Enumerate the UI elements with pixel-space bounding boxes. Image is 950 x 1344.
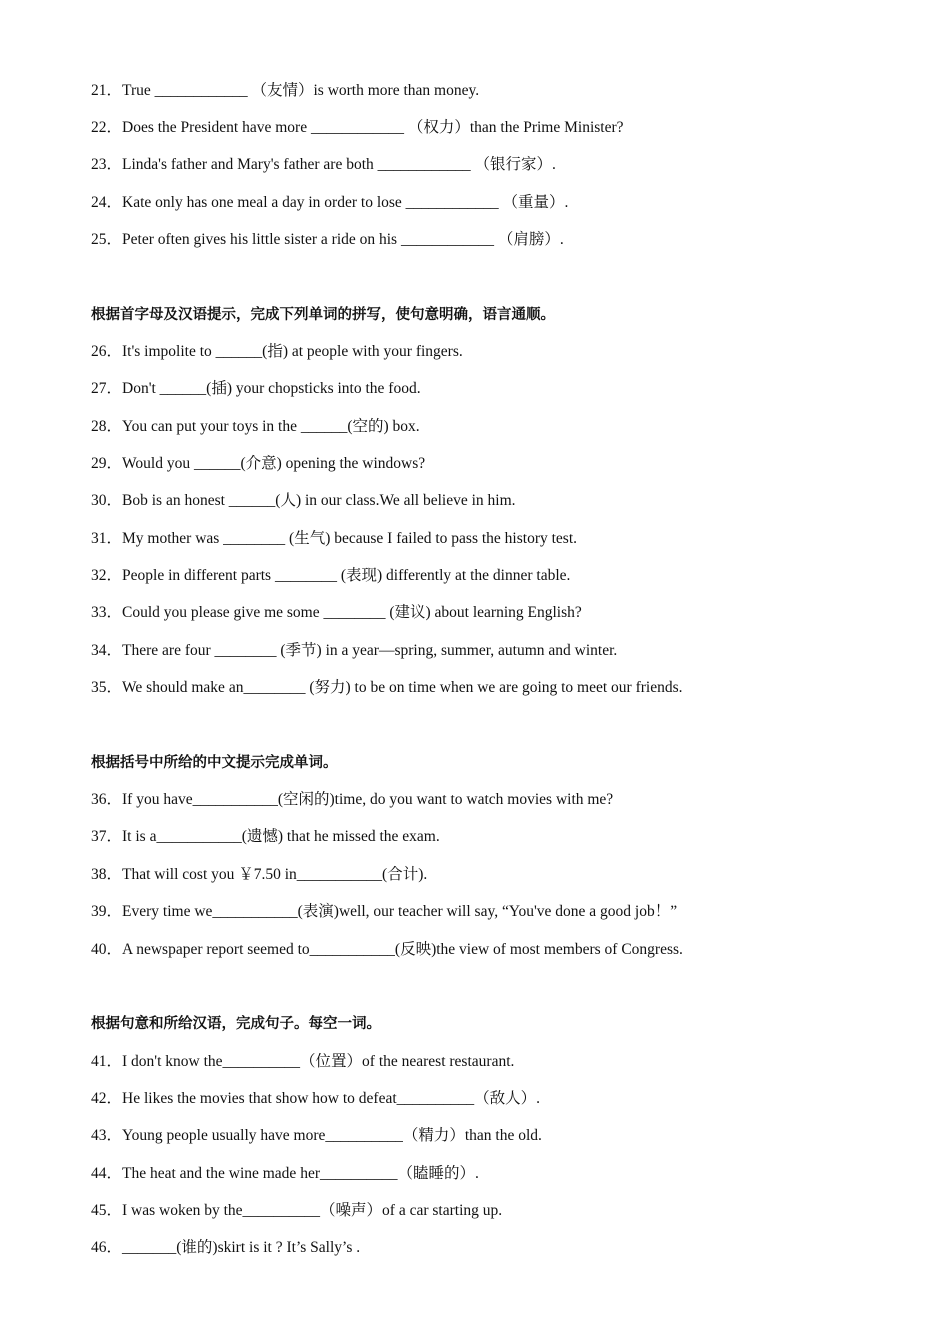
question-number: 44．	[91, 1165, 123, 1182]
question-37	[91, 827, 440, 847]
question-number: 42．	[91, 1090, 123, 1107]
question-text: That will cost you ￥7.50 in___________(合计).	[122, 866, 428, 883]
question-text: It's impolite to ______(指) at people with your fingers.	[122, 343, 463, 360]
question-number: 45．	[91, 1202, 123, 1219]
question-number: 33．	[91, 604, 123, 621]
question-41	[91, 1052, 514, 1072]
question-43	[91, 1126, 542, 1146]
question-text: Linda's father and Mary's father are both ____________ （银行家）.	[122, 156, 556, 173]
question-23	[91, 155, 556, 175]
question-text: The heat and the wine made her__________（瞌睡的）.	[122, 1165, 479, 1182]
question-number: 25．	[91, 231, 123, 248]
question-number: 35．	[91, 679, 123, 696]
question-25	[91, 230, 564, 250]
question-text: Peter often gives his little sister a ride on his ____________ （肩膀）.	[122, 231, 564, 248]
section-heading: 根据括号中所给的中文提示完成单词。	[91, 755, 338, 771]
question-number: 34．	[91, 642, 123, 659]
question-45	[91, 1201, 502, 1221]
question-number: 30．	[91, 492, 123, 509]
question-38	[91, 865, 427, 885]
question-number: 28．	[91, 418, 123, 435]
question-text: True ____________ （友情）is worth more than money.	[122, 82, 480, 99]
question-46	[91, 1238, 360, 1258]
question-30	[91, 491, 516, 511]
question-number: 46．	[91, 1239, 123, 1256]
question-number: 40．	[91, 941, 123, 958]
question-number: 26．	[91, 343, 123, 360]
question-number: 38．	[91, 866, 123, 883]
question-text: My mother was ________ (生气) because I failed to pass the history test.	[122, 530, 578, 547]
question-text: Would you ______(介意) opening the windows?	[122, 455, 426, 472]
question-35	[91, 678, 683, 698]
question-text: You can put your toys in the ______(空的) box.	[122, 418, 420, 435]
question-24	[91, 193, 568, 213]
question-text: It is a___________(遗憾) that he missed the exam.	[122, 828, 440, 845]
question-text: He likes the movies that show how to defeat__________（敌人）.	[122, 1090, 541, 1107]
question-text: If you have___________(空闲的)time, do you want to watch movies with me?	[122, 791, 614, 808]
question-31	[91, 529, 577, 549]
question-number: 31．	[91, 530, 123, 547]
question-34	[91, 641, 617, 661]
question-text: I was woken by the__________（噪声）of a car starting up.	[122, 1202, 503, 1219]
question-number: 37．	[91, 828, 123, 845]
section-heading: 根据首字母及汉语提示，完成下列单词的拼写，使句意明确，语言通顺。	[91, 307, 555, 323]
question-27	[91, 379, 421, 399]
question-text: Could you please give me some ________ (建议) about learning English?	[122, 604, 582, 621]
question-text: Young people usually have more__________（精力）than the old.	[122, 1127, 542, 1144]
question-number: 41．	[91, 1053, 123, 1070]
question-number: 22．	[91, 119, 123, 136]
question-text: Don't ______(插) your chopsticks into the food.	[122, 380, 421, 397]
question-text: I don't know the__________（位置）of the nearest restaurant.	[122, 1053, 515, 1070]
section-heading: 根据句意和所给汉语，完成句子。每空一词。	[91, 1016, 381, 1032]
question-number: 23．	[91, 156, 123, 173]
question-text: Kate only has one meal a day in order to lose ____________ （重量）.	[122, 194, 569, 211]
question-39	[91, 902, 677, 922]
question-text: Bob is an honest ______(人) in our class.We all believe in him.	[122, 492, 516, 509]
question-26	[91, 342, 463, 362]
question-text: We should make an________ (努力) to be on time when we are going to meet our friends.	[122, 679, 683, 696]
question-text: Does the President have more ____________ （权力）than the Prime Minister?	[122, 119, 624, 136]
question-42	[91, 1089, 540, 1109]
question-number: 43．	[91, 1127, 123, 1144]
question-number: 21．	[91, 82, 123, 99]
question-number: 24．	[91, 194, 123, 211]
question-number: 29．	[91, 455, 123, 472]
question-text: People in different parts ________ (表现) differently at the dinner table.	[122, 567, 571, 584]
question-40	[91, 940, 683, 960]
question-32	[91, 566, 570, 586]
question-44	[91, 1164, 479, 1184]
question-33	[91, 603, 582, 623]
question-number: 36．	[91, 791, 123, 808]
question-text: Every time we___________(表演)well, our teacher will say, “You've done a good job！”	[122, 903, 678, 920]
question-number: 27．	[91, 380, 123, 397]
question-36	[91, 790, 613, 810]
question-text: _______(谁的)skirt is it ? It’s Sally’s .	[122, 1239, 361, 1256]
question-text: A newspaper report seemed to___________(反映)the view of most members of Congress.	[122, 941, 683, 958]
question-21	[91, 81, 479, 101]
question-22	[91, 118, 624, 138]
question-number: 39．	[91, 903, 123, 920]
question-text: There are four ________ (季节) in a year—spring, summer, autumn and winter.	[122, 642, 618, 659]
question-number: 32．	[91, 567, 123, 584]
question-29	[91, 454, 425, 474]
question-28	[91, 417, 420, 437]
